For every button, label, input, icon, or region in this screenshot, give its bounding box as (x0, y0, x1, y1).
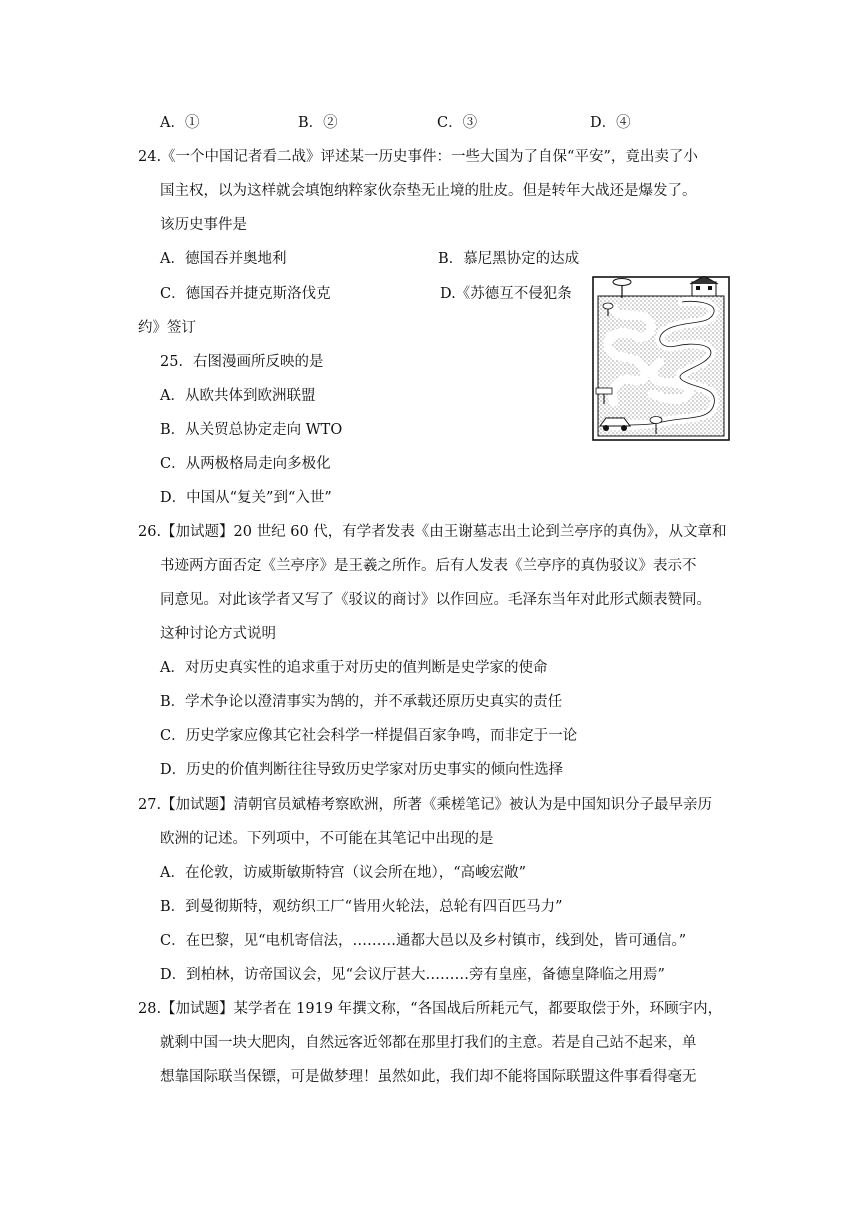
q26-stem-line-1: 26.【加试题】20 世纪 60 代，有学者发表《由王谢墓志出土论到兰亭序的真伪》，从文章和 (138, 524, 727, 540)
q28-stem-line-1: 28.【加试题】某学者在 1919 年撰文称，“各国战后所耗元气，都要取偿于外，环顾宇内， (138, 1001, 723, 1017)
q26-stem-line-4: 这种讨论方式说明 (160, 626, 276, 642)
q26-option-b: B．学术争论以澄清事实为鹄的，并不承载还原历史真实的责任 (160, 694, 563, 710)
q24-stem-line-3: 该历史事件是 (160, 217, 247, 233)
q26-option-d: D．历史的价值判断往往导致历史学家对历史事实的倾向性选择 (160, 762, 564, 778)
q27-option-b: B．到曼彻斯特，观纺织工厂“皆用火轮法，总轮有四百匹马力” (160, 899, 563, 915)
q23-option-b: B．② (298, 115, 338, 131)
q28-stem-line-2: 就剩中国一块大肥肉，自然远客近邻都在那里打我们的主意。若是自己站不起来，单 (160, 1035, 697, 1051)
q23-option-a: A．① (160, 115, 200, 131)
q26-option-c: C．历史学家应像其它社会科学一样提倡百家争鸣，而非定于一论 (160, 728, 578, 744)
q27-stem-line-2: 欧洲的记述。下列项中，不可能在其笔记中出现的是 (160, 831, 494, 847)
q24-option-c: C．德国吞并捷克斯洛伐克 (160, 286, 331, 302)
q24-option-d-tail: 约》签订 (138, 320, 196, 336)
q25-option-d: D．中国从“复关”到“入世” (160, 490, 332, 506)
q26-stem-line-2: 书迹两方面否定《兰亭序》是王羲之所作。后有人发表《兰亭序的真伪驳议》表示不 (160, 558, 697, 574)
q27-option-d: D．到柏林，访帝国议会，见“会议厅甚大………旁有皇座，备德皇降临之用焉” (160, 967, 665, 983)
q24-option-a: A．德国吞并奥地利 (160, 251, 287, 267)
q23-option-d: D．④ (590, 115, 631, 131)
q24-option-d: D.《苏德互不侵犯条 (440, 286, 572, 302)
q26-stem-line-3: 同意见。对此该学者又写了《驳议的商讨》以作回应。毛泽东当年对此形式颇表赞同。 (160, 592, 711, 608)
q25-option-c: C．从两极格局走向多极化 (160, 456, 331, 472)
q24-option-b: B．慕尼黑协定的达成 (438, 251, 580, 267)
q28-stem-line-3: 想靠国际联当保镖，可是做梦理！虽然如此，我们却不能将国际联盟这件事看得毫无 (160, 1069, 697, 1085)
q27-option-c: C．在巴黎，见“电机寄信法，………通都大邑以及乡村镇市，线到处，皆可通信。” (160, 933, 687, 949)
q24-stem-line-1: 24.《一个中国记者看二战》评述某一历史事件：一些大国为了自保“平安”，竟出卖了小 (138, 149, 698, 165)
q27-stem-line-1: 27.【加试题】清朝官员斌椿考察欧洲，所著《乘槎笔记》被认为是中国知识分子最早亲历 (138, 797, 713, 813)
q25-option-a: A．从欧共体到欧洲联盟 (160, 388, 316, 404)
q25-stem: 25．右图漫画所反映的是 (160, 354, 324, 370)
q24-stem-line-2: 国主权，以为这样就会填饱纳粹家伙奈垫无止境的肚皮。但是转年大战还是爆发了。 (160, 183, 697, 199)
q23-option-c: C．③ (437, 115, 478, 131)
q27-option-a: A．在伦敦，访威斯敏斯特宫（议会所在地），“高峻宏敞” (160, 865, 527, 881)
q25-option-b: B．从关贸总协定走向 WTO (160, 422, 343, 438)
q26-option-a: A．对历史真实性的追求重于对历史的值判断是史学家的使命 (160, 660, 548, 676)
maze-cartoon (592, 276, 730, 441)
